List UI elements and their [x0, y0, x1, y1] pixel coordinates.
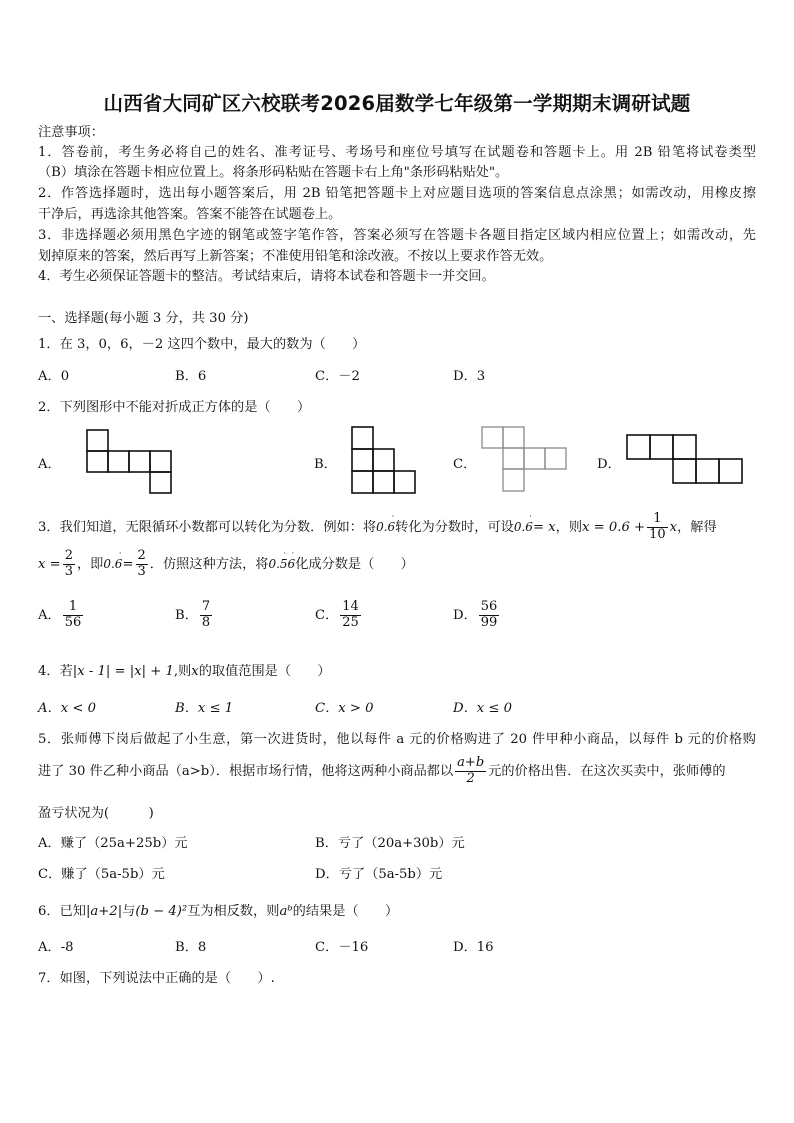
q3-repeat-dot-4b: · [291, 548, 295, 558]
q3-option-b [175, 600, 214, 631]
q3-repeat-dot-4a: · [283, 548, 287, 558]
notice-item-3: 3．非选择题必须用黑色字迹的钢笔或签字笔作答，答案必须写在答题卡各题目指定区域内相应位置上；如需改动，先 [38, 228, 756, 243]
q5-price-fraction [455, 756, 486, 787]
q2-option-c: C． [453, 457, 477, 472]
q3-text-3: ，则 [555, 519, 583, 535]
q3-option-c-fraction [340, 600, 361, 631]
question-5-line-2 [38, 756, 726, 787]
q3-option-b-label: B． [175, 607, 198, 623]
q3-repeat-dot-2: · [529, 511, 532, 521]
q5-text-2: 元的价格出售．在这次买卖中，张师傅的 [488, 763, 726, 779]
q2-option-a: A． [38, 457, 61, 472]
q3-fraction-numerator-3: 2 [137, 548, 146, 563]
q6-expression-3: aᵇ [279, 904, 293, 919]
question-3-line-2 [38, 549, 414, 580]
q3-x-equals: x = [38, 556, 61, 572]
q6-option-b: B．8 [175, 940, 207, 955]
q3-text-4: ，解得 [677, 519, 717, 535]
q3-decimal-value: 0.6 [376, 519, 396, 534]
notice-item-4: 4．考生必须保证答题卡的整洁。考试结束后，请将本试卷和答题卡一并交回。 [38, 269, 495, 284]
q3-option-c-denominator: 25 [342, 614, 359, 630]
notice-item-1-cont: （B）填涂在答题卡相应位置上。将条形码粘贴在答题卡右上角"条形码粘贴处"。 [38, 165, 509, 180]
q3-repeat-dot-3: · [118, 548, 122, 558]
question-5-line-3: 盈亏状况为( ) [38, 806, 154, 821]
q1-option-a: A．0 [38, 369, 70, 384]
notice-item-2: 2．作答选择题时，选出每小题答案后，用 2B 铅笔把答题卡上对应题目选项的答案信息点涂黑；如需改动，用橡皮擦 [38, 186, 756, 201]
q3-option-d-fraction [479, 600, 500, 631]
q3-option-a [38, 600, 85, 631]
q3-decimal-value-3: 0.6 [103, 556, 123, 571]
q4-text-1: 4．若 [38, 664, 73, 679]
q4-text-3: 的取值范围是（ ） [198, 664, 331, 679]
q3-option-c-numerator: 14 [342, 599, 359, 614]
notice-item-2-cont: 干净后，再选涂其他答案。答案不能答在试题卷上。 [38, 207, 342, 222]
q5-option-b: B．亏了（20a+30b）元 [315, 836, 465, 851]
q3-option-d-label: D． [453, 607, 477, 623]
q5-text-1: 进了 30 件乙种小商品（a>b）．根据市场行情，他将这两种小商品都以 [38, 763, 454, 779]
q4-option-c: C．x > 0 [315, 701, 374, 716]
q3-fraction-denominator-2: 3 [64, 563, 73, 579]
q1-option-b: B．6 [175, 369, 207, 384]
question-7-stem: 7．如图，下列说法中正确的是（ ）. [38, 971, 275, 986]
q3-option-a-label: A． [38, 607, 61, 623]
q3-equation-3: x [669, 519, 678, 535]
q5-fraction-denominator: 2 [466, 770, 475, 786]
question-6-stem [38, 900, 398, 919]
exam-title: 山西省大同矿区六校联考2026届数学七年级第一学期期末调研试题 [103, 92, 691, 115]
q3-option-b-denominator: 8 [201, 614, 211, 630]
question-3-line-1 [38, 512, 717, 543]
notice-item-3-cont: 划掉原来的答案，然后再写上新答案；不准使用铅笔和涂改液。不按以上要求作答无效。 [38, 249, 553, 264]
cube-net-b [351, 426, 417, 494]
q3-option-c [315, 600, 363, 631]
q3-equation-1: = x [532, 519, 556, 535]
q4-option-a: A．x < 0 [38, 701, 96, 716]
q3-text-7: 化成分数是（ ） [295, 556, 414, 572]
q3-option-a-denominator: 56 [64, 614, 82, 630]
q3-text-6: ．仿照这种方法，将 [149, 556, 269, 572]
q3-fraction-numerator: 1 [647, 512, 668, 528]
q3-option-c-label: C． [315, 607, 339, 623]
q3-repeat-dot: · [391, 511, 395, 521]
q3-equals: = [122, 556, 134, 572]
q6-expression-1: |a+2| [85, 904, 123, 919]
q6-text-1: 6．已知 [38, 904, 86, 919]
question-4-stem [38, 660, 331, 679]
q3-fraction-numerator-2: 2 [64, 548, 73, 563]
q3-decimal-value-4: 0.56 [268, 556, 296, 571]
question-5-line-1: 5．张师傅下岗后做起了小生意，第一次进货时，他以每件 a 元的价格购进了 20 件甲种小商品，以每件 b 元的价格购 [38, 732, 756, 747]
q5-option-a: A．赚了（25a+25b）元 [38, 836, 188, 851]
q4-expression: |x - 1| = |x| + 1 [72, 664, 174, 679]
q3-text-2: 转化为分数时，可设 [395, 519, 514, 535]
q3-fraction-denominator: 10 [649, 526, 666, 542]
section-heading: 一、选择题(每小题 3 分，共 30 分) [38, 311, 249, 326]
q5-option-d: D．亏了（5a-5b）元 [315, 867, 443, 882]
q3-option-a-numerator: 1 [63, 600, 84, 616]
q4-option-d: D．x ≤ 0 [453, 701, 513, 716]
q3-option-b-fraction [200, 600, 212, 631]
q3-option-a-fraction [63, 600, 84, 631]
cube-net-c [481, 426, 569, 494]
q3-fraction-denominator-3: 3 [137, 563, 146, 579]
q2-option-d: D． [597, 457, 621, 472]
cube-net-a [86, 429, 172, 495]
q4-text-2: ,则 [173, 664, 192, 679]
q3-fraction-two-thirds-2 [136, 549, 148, 580]
q3-option-d-numerator: 56 [480, 599, 498, 614]
q6-text-3: 互为相反数，则 [187, 904, 280, 919]
q5-option-c: C．赚了（5a-5b）元 [38, 867, 165, 882]
q3-option-d-denominator: 99 [480, 614, 498, 630]
q3-option-d [453, 600, 501, 631]
q3-repeating-decimal-1 [376, 511, 396, 534]
q3-repeating-decimal-3 [103, 548, 123, 571]
question-1-stem: 1．在 3，0，6，－2 这四个数中，最大的数为（ ） [38, 337, 366, 352]
q3-repeating-decimal-4 [268, 548, 296, 571]
q1-option-c: C．－2 [315, 369, 360, 384]
notice-heading: 注意事项： [38, 125, 104, 140]
q2-option-b: B． [314, 457, 337, 472]
q1-option-d: D．3 [453, 369, 486, 384]
q3-text-1: 3．我们知道，无限循环小数都可以转化为分数．例如：将 [38, 519, 377, 535]
notice-item-1: 1．答卷前，考生务必将自己的姓名、准考证号、考场号和座位号填写在试题卷和答题卡上。用 2B 铅笔将试卷类型 [38, 145, 756, 160]
q3-text-5: ，即 [76, 556, 104, 572]
q3-decimal-value-2: 0.6 [513, 519, 533, 534]
cube-net-d [626, 434, 744, 486]
q6-text-4: 的结果是（ ） [292, 904, 399, 919]
q6-option-c: C．－16 [315, 940, 369, 955]
q3-equation-2: x = 0.6 + [582, 519, 646, 535]
q3-fraction-one-tenth [647, 512, 668, 543]
q3-fraction-two-thirds [63, 549, 75, 580]
q4-variable: x [191, 664, 199, 679]
q6-text-2: 与 [122, 904, 136, 919]
question-2-stem: 2．下列图形中不能对折成正方体的是（ ） [38, 400, 311, 415]
q3-repeating-decimal-2 [513, 511, 533, 534]
q5-fraction-numerator: a+b [457, 755, 485, 770]
q3-option-b-numerator: 7 [201, 599, 211, 614]
q6-expression-2: (b − 4)² [135, 904, 188, 919]
q6-option-a: A．-8 [38, 940, 74, 955]
q4-option-b: B．x ≤ 1 [175, 701, 234, 716]
q6-option-d: D．16 [453, 940, 494, 955]
